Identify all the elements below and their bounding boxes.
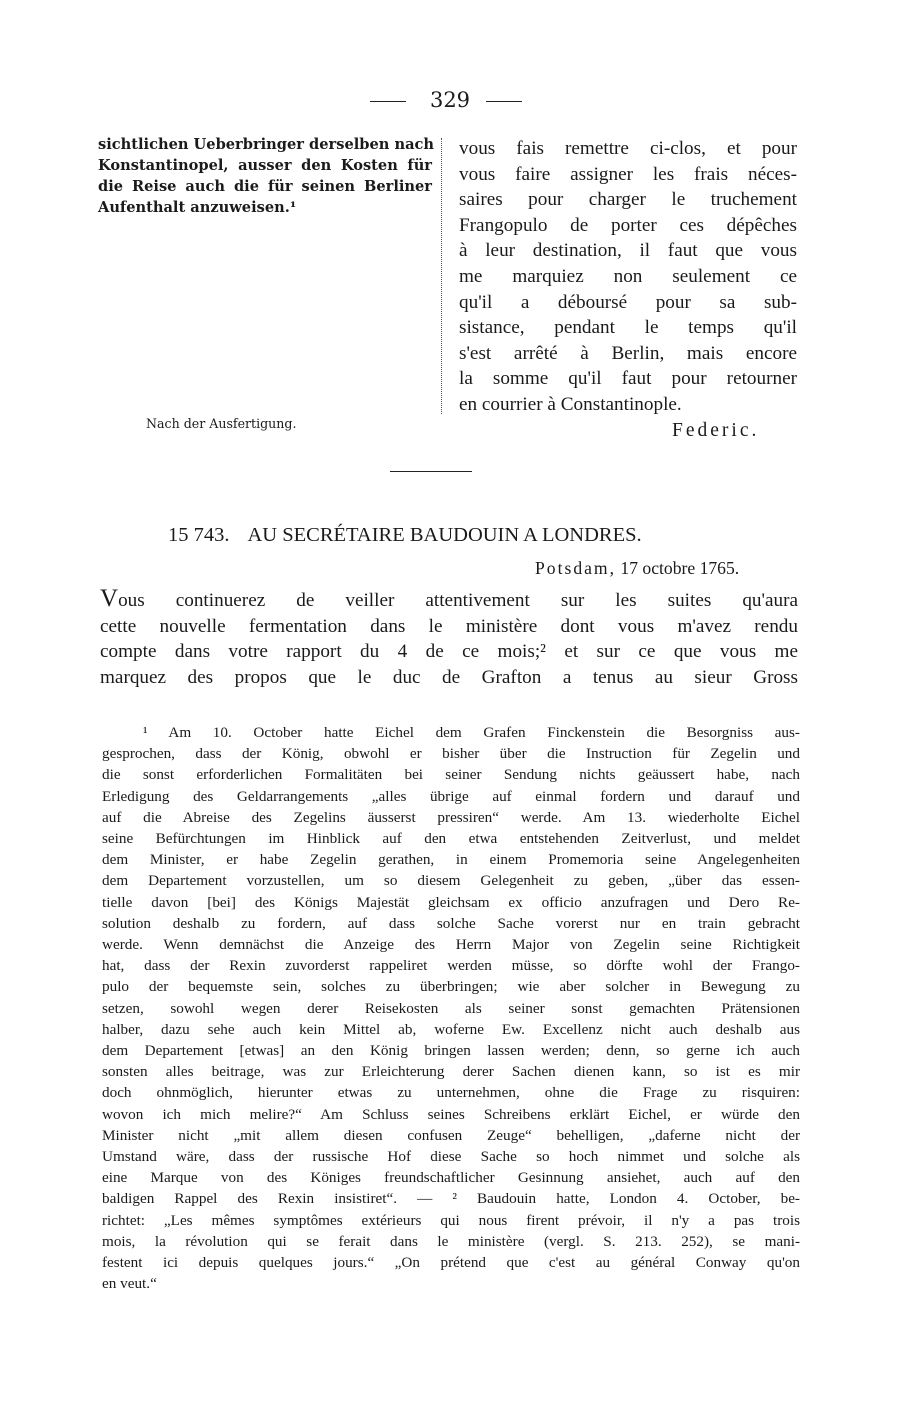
footnote-line: Minister nicht „mit allem diesen confusen Zeuge“ behelligen, „daferne nicht der (102, 1126, 800, 1144)
dateline (535, 558, 739, 579)
left-line: Aufenthalt anzuweisen.¹ (98, 199, 297, 216)
body-line: compte dans votre rapport du 4 de ce mois;² et sur ce que vous me (100, 641, 798, 663)
right-line: s'est arrêté à Berlin, mais encore (459, 342, 797, 364)
right-column (459, 136, 797, 418)
footnote-line: halber, dazu sehe auch kein Mittel ab, woferne Ew. Excellenz nicht auch deshalb aus (102, 1020, 800, 1038)
letter-heading (168, 524, 642, 547)
footnote-line: die sonst erforderlichen Formalitäten bei seiner Sendung nichts geäussert habe, nach (102, 766, 800, 784)
column-divider (441, 138, 442, 414)
right-line: saires pour charger le truchement (459, 189, 797, 211)
header-rule-right (486, 101, 522, 102)
right-line: qu'il a déboursé pour sa sub- (459, 291, 797, 313)
left-line: sichtlichen Ueberbringer derselben nach (98, 136, 435, 153)
footnote-line: pulo der bequemste sein, solches zu überbringen; wie aber solcher in Bewegung zu (102, 978, 800, 996)
footnote-line: hat, dass der Rexin zuvorderst rappeliret werden müsse, so dörfte wohl der Frango- (102, 957, 800, 975)
right-line: sistance, pendant le temps qu'il (459, 317, 797, 339)
footnote-line: setzen, sowohl wegen derer Reisekosten als seiner sonst gemachten Prätensionen (102, 999, 800, 1017)
header-rule-left (370, 101, 406, 102)
footnote-line: dem Departement vorzustellen, um so diesem Gelegenheit zu geben, „über das essen- (102, 872, 800, 890)
left-line: die Reise auch die für seinen Berliner (98, 178, 432, 195)
letter-date: 17 octobre 1765. (620, 558, 740, 578)
right-line: vous faire assigner les frais néces- (459, 163, 797, 185)
signature: Federic. (672, 420, 760, 441)
letter-title: AU SECRÉTAIRE BAUDOUIN A LONDRES. (247, 524, 642, 546)
footnote-line: eine Marque von des Königes freundschaftlicher Gesinnung ansiehet, auch auf den (102, 1169, 800, 1187)
right-line: en courrier à Constantinople. (459, 393, 682, 415)
body-first-line: ous continuerez de veiller attentivement sur les suites qu'aura (118, 590, 798, 611)
footnote-line: solution deshalb zu fordern, auf dass solche Sache vorerst nur en train gebracht (102, 914, 800, 932)
footnote-line: tielle davon [bei] des Königs Majestät gleichsam ex officio anzufragen und Dero Re- (102, 893, 800, 911)
footnote-line: dem Departement [etwas] an den König bringen lassen werden; denn, so gerne ich auch (102, 1042, 800, 1060)
footnote-line: richtet: „Les mêmes symptômes extérieurs qui nous firent prévoir, il n'y a pas trois (102, 1211, 800, 1229)
footnote-line: Umstand wäre, dass der russische Hof diese Sache so hoch nimmet und solche als (102, 1148, 800, 1166)
right-line: vous fais remettre ci-clos, et pour (459, 138, 797, 159)
source-note: Nach der Ausfertigung. (146, 416, 297, 431)
footnote-line: mois, la révolution qui se ferait dans le ministère (vergl. S. 213. 252), se mani- (102, 1232, 800, 1250)
body-line: marquez des propos que le duc de Grafton a tenus au sieur Gross (100, 666, 798, 688)
letter-body (100, 586, 798, 690)
footnote-line: wovon ich mich melire?“ Am Schluss seines Schreibens erklärt Eichel, er würde den (102, 1105, 800, 1123)
footnote-line: doch ohnmöglich, hierunter etwas zu unternehmen, ohne die Frage zu risquiren: (102, 1084, 800, 1102)
footnote-line: sonsten alles beitrage, was zur Erleichterung derer Sachen dienen kann, so ist es mir (102, 1063, 800, 1081)
right-line: la somme qu'il faut pour retourner (459, 368, 797, 390)
footnote-line: gesprochen, dass der König, obwohl er bisher über die Instruction für Zegelin und (102, 745, 800, 763)
footnote-line: werde. Wenn demnächst die Anzeige des Herrn Major von Zegelin seine Richtigkeit (102, 936, 800, 954)
footnotes (102, 722, 800, 1294)
left-column (98, 134, 435, 218)
right-line: à leur destination, il faut que vous (459, 240, 797, 262)
footnote-line: en veut.“ (102, 1275, 157, 1293)
footnote-line: festent ici depuis quelques jours.“ „On prétend que c'est au général Conway qu'on (102, 1254, 800, 1272)
section-separator (390, 471, 472, 472)
right-line: me marquiez non seulement ce (459, 265, 797, 287)
footnote-line: seine Befürchtungen im Hinblick auf den etwa entstehenden Zeitverlust, und meldet (102, 830, 800, 848)
footnote-line: dem Minister, er habe Zegelin gerathen, in einem Promemoria seine Angelegenheiten (102, 851, 800, 869)
letter-number: 15 743. (168, 524, 230, 546)
body-line: cette nouvelle fermentation dans le ministère dont vous m'avez rendu (100, 615, 798, 637)
footnote-line: baldigen Rappel des Rexin insistiret“. — ² Baudouin hatte, London 4. October, be- (102, 1190, 800, 1208)
drop-cap: V (100, 585, 119, 612)
footnote-line: ¹ Am 10. October hatte Eichel dem Grafen Finckenstein die Besorgniss aus- (143, 724, 800, 741)
footnote-line: auf die Abreise des Zegelins äusserst pressiren“ werde. Am 13. wiederholte Eichel (102, 808, 800, 826)
page-number: 329 (429, 88, 471, 112)
body-line (100, 586, 798, 614)
letter-place: Potsdam, (535, 558, 617, 578)
footnote-line: Erledigung des Geldarrangements „alles übrige auf einmal fordern und darauf und (102, 787, 800, 805)
right-line: Frangopulo de porter ces dépêches (459, 214, 797, 236)
left-line: Konstantinopel, ausser den Kosten für (98, 157, 432, 174)
